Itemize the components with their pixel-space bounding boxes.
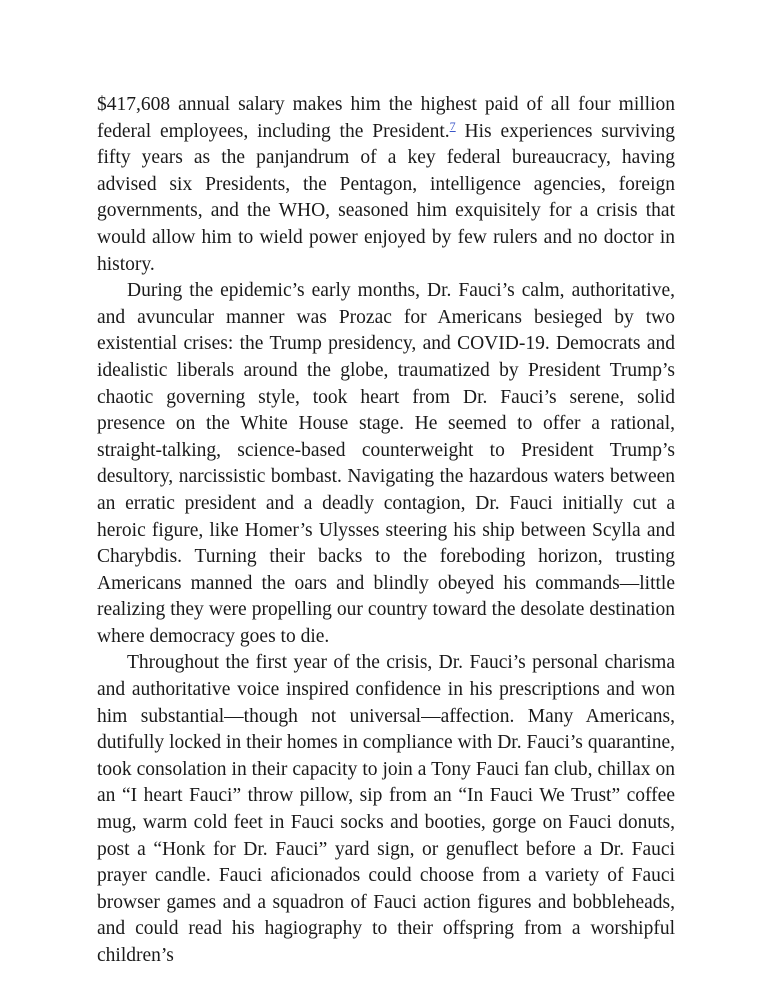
- paragraph-1-text-end: His experiences surviving fifty years as the panjandrum of a key federal bureaucracy, having advised six Presidents, the Pentagon, intelligence agencies, foreign governments, and the WHO, seasoned him exquisitely for a crisis that would allow him to wield power enjoyed by few rulers and no doctor in history.: [97, 120, 675, 275]
- paragraph-1-text-start: $417,608 annual salary makes him the highest paid of all four million federal employees, including the President.: [97, 94, 675, 142]
- paragraph-3: Throughout the first year of the crisis, Dr. Fauci’s personal charisma and authoritative voice inspired confidence in his prescriptions and won him substantial—though not universal—affection. Many Americans, dutifully locked in their homes in compliance with Dr. Fauci’s quarantine, took consolation in their capacity to join a Tony Fauci fan club, chillax on an “I heart Fauci” throw pillow, sip from an “In Fauci We Trust” coffee mug, warm cold feet in Fauci socks and booties, gorge on Fauci donuts, post a “Honk for Dr. Fauci” yard sign, or genuflect before a Dr. Fauci prayer candle. Fauci aficionados could choose from a variety of Fauci browser games and a squadron of Fauci action figures and bobbleheads, and could read his hagiography to their offspring from a worshipful children’s: [97, 652, 675, 966]
- footnote-link-7[interactable]: 7: [449, 118, 456, 133]
- paragraph-2: During the epidemic’s early months, Dr. Fauci’s calm, authoritative, and avuncular manner was Prozac for Americans besieged by two existential crises: the Trump presidency, and COVID-19. Democrats and idealistic liberals around the globe, traumatized by President Trump’s chaotic governing style, took heart from Dr. Fauci’s serene, solid presence on the White House stage. He seemed to offer a rational, straight-talking, science-based counterweight to President Trump’s desultory, narcissistic bombast. Navigating the hazardous waters between an erratic president and a deadly contagion, Dr. Fauci initially cut a heroic figure, like Homer’s Ulysses steering his ship between Scylla and Charybdis. Turning their backs to the foreboding horizon, trusting Americans manned the oars and blindly obeyed his commands—little realizing they were propelling our country toward the desolate destination where democracy goes to die.: [97, 280, 675, 647]
- paragraph-1: [97, 92, 675, 278]
- page-body: [97, 92, 675, 970]
